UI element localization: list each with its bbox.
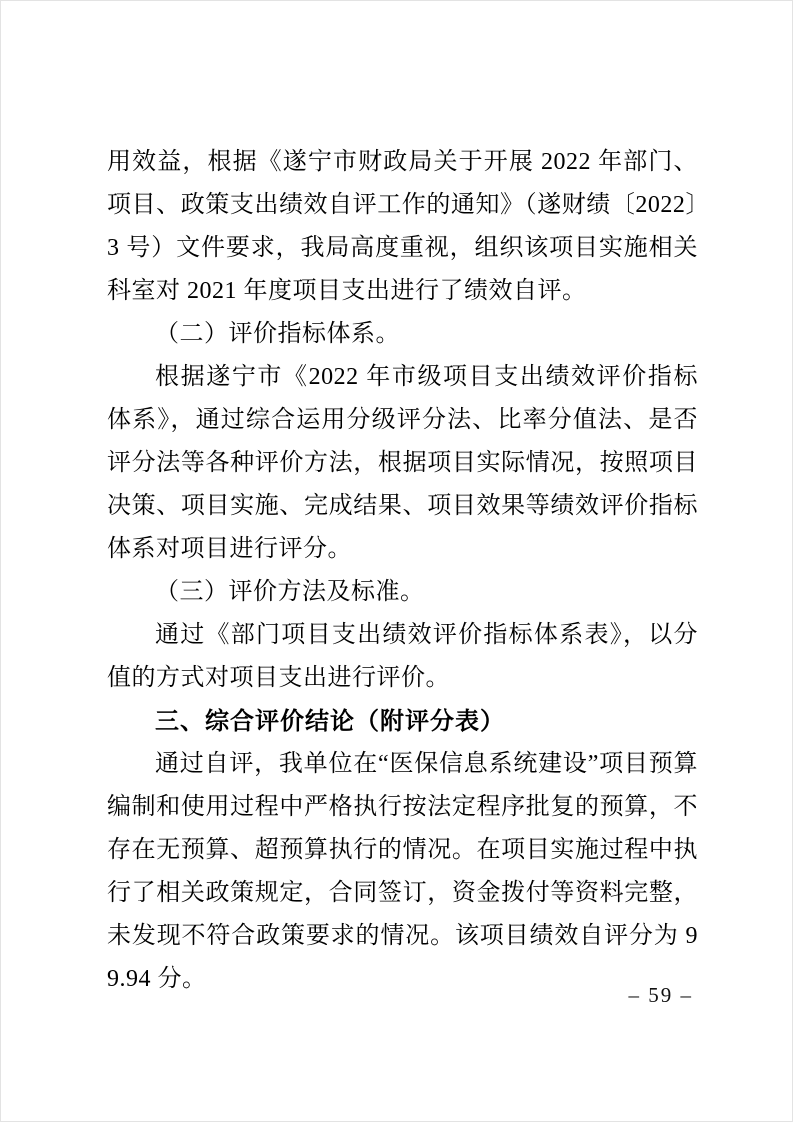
paragraph-evaluation-method: 通过《部门项目支出绩效评价指标体系表》，以分值的方式对项目支出进行评价。 xyxy=(107,622,698,691)
section-heading-conclusion: 三、综合评价结论（附评分表） xyxy=(155,708,505,735)
paragraph-continuation: 用效益，根据《遂宁市财政局关于开展 2022 年部门、项目、政策支出绩效自评工作的通知》（遂财绩〔2022〕3 号）文件要求，我局高度重视，组织该项目实施相关科室对 2021 年度项目支出进行了绩效自评。 xyxy=(107,149,698,304)
paragraph-indicator-system: 根据遂宁市《2022 年市级项目支出绩效评价指标体系》，通过综合运用分级评分法、比率分值法、是否评分法等各种评价方法，根据项目实际情况，按照项目决策、项目实施、完成结果、项目效果等绩效评价指标体系对项目进行评分。 xyxy=(107,364,698,562)
subsection-heading-2: （二）评价指标体系。 xyxy=(155,321,400,347)
paragraph-conclusion: 通过自评，我单位在“医保信息系统建设”项目预算编制和使用过程中严格执行按法定程序批复的预算，不存在无预算、超预算执行的情况。在项目实施过程中执行了相关政策规定，合同签订，资金拨付等资料完整，未发现不符合政策要求的情况。该项目绩效自评分为 99.94 分。 xyxy=(107,751,698,992)
page-number: – 59 – xyxy=(628,983,693,1007)
subsection-heading-3: （三）评价方法及标准。 xyxy=(155,579,425,605)
document-body xyxy=(107,141,698,1001)
